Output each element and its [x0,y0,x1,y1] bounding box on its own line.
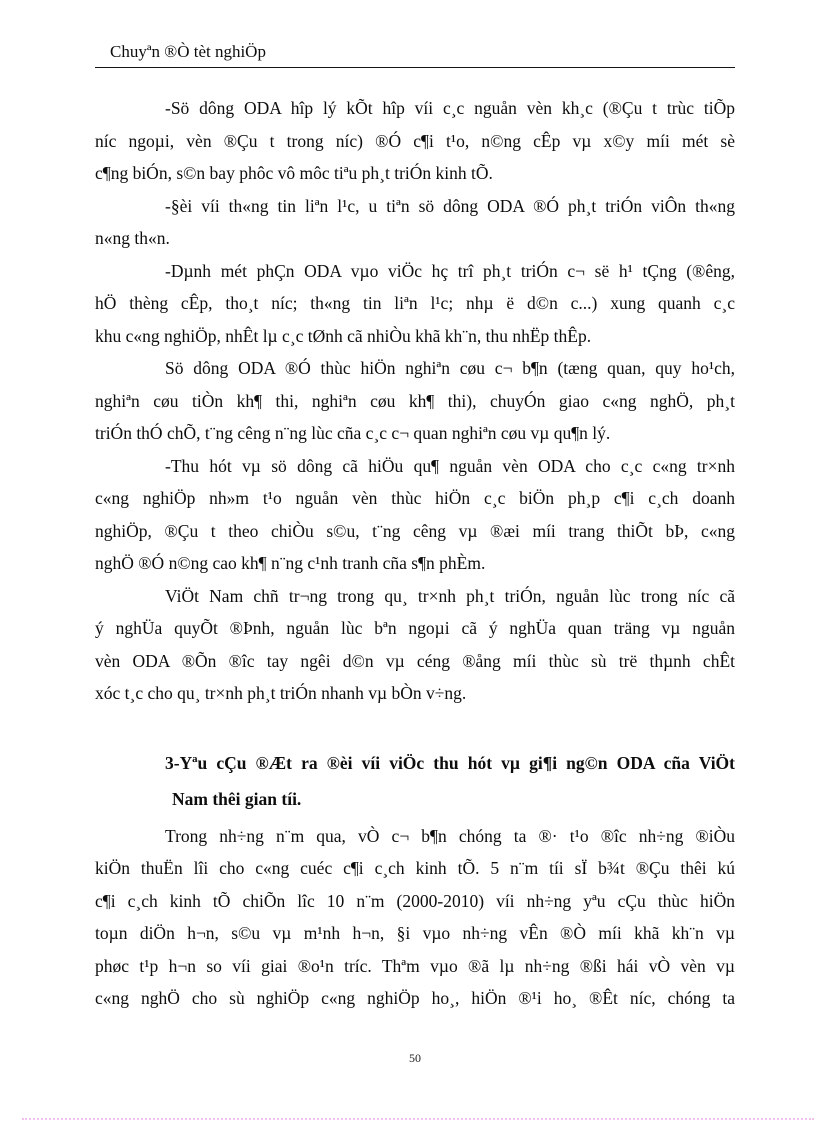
page-number: 50 [409,1051,421,1065]
paragraph-3 [95,255,735,353]
header-title: Chuyªn ®Ò tèt nghiÖp [110,42,266,61]
text-line: khu c«ng nghiÖp, nhÊt lµ c¸c tØnh cã nhiÒu khã kh¨n, thu nhËp thÊp. [95,325,592,346]
text-line: -Thu hót vµ sö dông cã hiÖu qu¶ nguån vèn ODA cho c¸c c«ng tr×nh [165,455,735,476]
text-line: nghiÖp, ®Çu t theo chiÒu s©u, t¨ng cêng vµ ®æi míi trang thiÕt bÞ, c«ng [95,520,735,541]
heading-line: Nam thêi gian tíi. [172,788,302,809]
text-line: c¶i c¸ch kinh tÕ chiÕn lîc 10 n¨m (2000-2010) víi nh÷ng yªu cÇu thùc hiÖn [95,890,735,911]
text-line: -Sö dông ODA hîp lý kÕt hîp víi c¸c nguån vèn kh¸c (®Çu t trùc tiÕp [165,98,735,118]
text-line: nghÖ ®Ó n©ng cao kh¶ n¨ng c¹nh tranh cña s¶n phÈm. [95,553,486,573]
paragraph-1 [95,92,735,190]
text-line: toµn diÖn h¬n, s©u vµ m¹nh h¬n, §i vµo nh÷ng vÊn ®Ò míi khã kh¨n vµ [95,923,735,943]
page-header [95,41,735,68]
text-line: c¶ng biÓn, s©n bay phôc vô môc tiªu ph¸t triÓn kinh tÕ. [95,163,493,183]
document-body [95,92,735,1015]
text-line: vèn ODA ®Õn ®îc tay ngêi d©n vµ céng ®ång míi thùc sù trë thµnh chÊt [95,650,735,671]
paragraph-4 [95,352,735,450]
text-line: ViÖt Nam chñ tr¬ng trong qu¸ tr×nh ph¸t triÓn, nguån lùc trong níc cã [165,585,735,606]
text-line: Sö dông ODA ®Ó thùc hiÖn nghiªn cøu c¬ b¶n (tæng quan, quy ho¹ch, [165,358,735,378]
paragraph-6 [95,580,735,710]
text-line: xóc t¸c cho qu¸ tr×nh ph¸t triÓn nhanh vµ bÒn v÷ng. [95,683,467,703]
text-line: triÓn thÓ chÕ, t¨ng cêng n¨ng lùc cña c¸c c¬ quan nghiªn cøu vµ qu¶n lý. [95,423,611,443]
text-line: -Dµnh mét phÇn ODA vµo viÖc hç trî ph¸t triÓn c¬ së h¹ tÇng (®êng, [165,260,735,281]
text-line: nghiªn cøu tiÒn kh¶ thi, nghiªn cøu kh¶ thi), chuyÓn giao c«ng nghÖ, ph¸t [95,390,735,411]
text-line: c«ng nghiÖp nh»m t¹o nguån vèn thùc hiÖn c¸c biÖn ph¸p c¶i c¸ch doanh [95,488,735,508]
text-line: níc ngoµi, vèn ®Çu t trong níc) ®Ó c¶i t¹o, n©ng cÊp vµ x©y míi mét sè [95,130,735,151]
text-line: hÖ thèng cÊp, tho¸t níc; th«ng tin liªn l¹c; nhµ ë d©n c...) xung quanh c¸c [95,293,735,313]
text-line: ý nghÜa quyÕt ®Þnh, nguån lùc bªn ngoµi cã ý nghÜa quan träng vµ nguån [95,618,735,638]
heading-line: 3-Yªu cÇu ®Æt ra ®èi víi viÖc thu hót vµ gi¶i ng©n ODA cña ViÖt [165,752,735,773]
text-line: c«ng nghÖ cho sù nghiÖp c«ng nghiÖp ho¸, hiÖn ®¹i ho¸ ®Êt níc, chóng ta [95,988,735,1008]
text-line: -§èi víi th«ng tin liªn l¹c, u tiªn sö dông ODA ®Ó ph¸t triÓn viÔn th«ng [165,195,735,216]
paragraph-2 [95,190,735,255]
text-line: Trong nh÷ng n¨m qua, vÒ c¬ b¶n chóng ta ®· t¹o ®îc nh÷ng ®iÒu [165,825,735,846]
paragraph-7 [95,820,735,1015]
page-footer [95,1051,735,1066]
text-line: n«ng th«n. [95,228,170,248]
text-line: phøc t¹p h¬n so víi giai ®o¹n tríc. Thªm vµo ®ã lµ nh÷ng ®ßi hái vÒ vèn vµ [95,955,735,976]
text-line: kiÖn thuËn lîi cho c«ng cuéc c¶i c¸ch kinh tÕ. 5 n¨m tíi sÏ b¾t ®Çu thêi kú [95,858,735,878]
paragraph-5 [95,450,735,580]
section-heading [95,745,735,817]
page-break-divider [22,1118,814,1120]
